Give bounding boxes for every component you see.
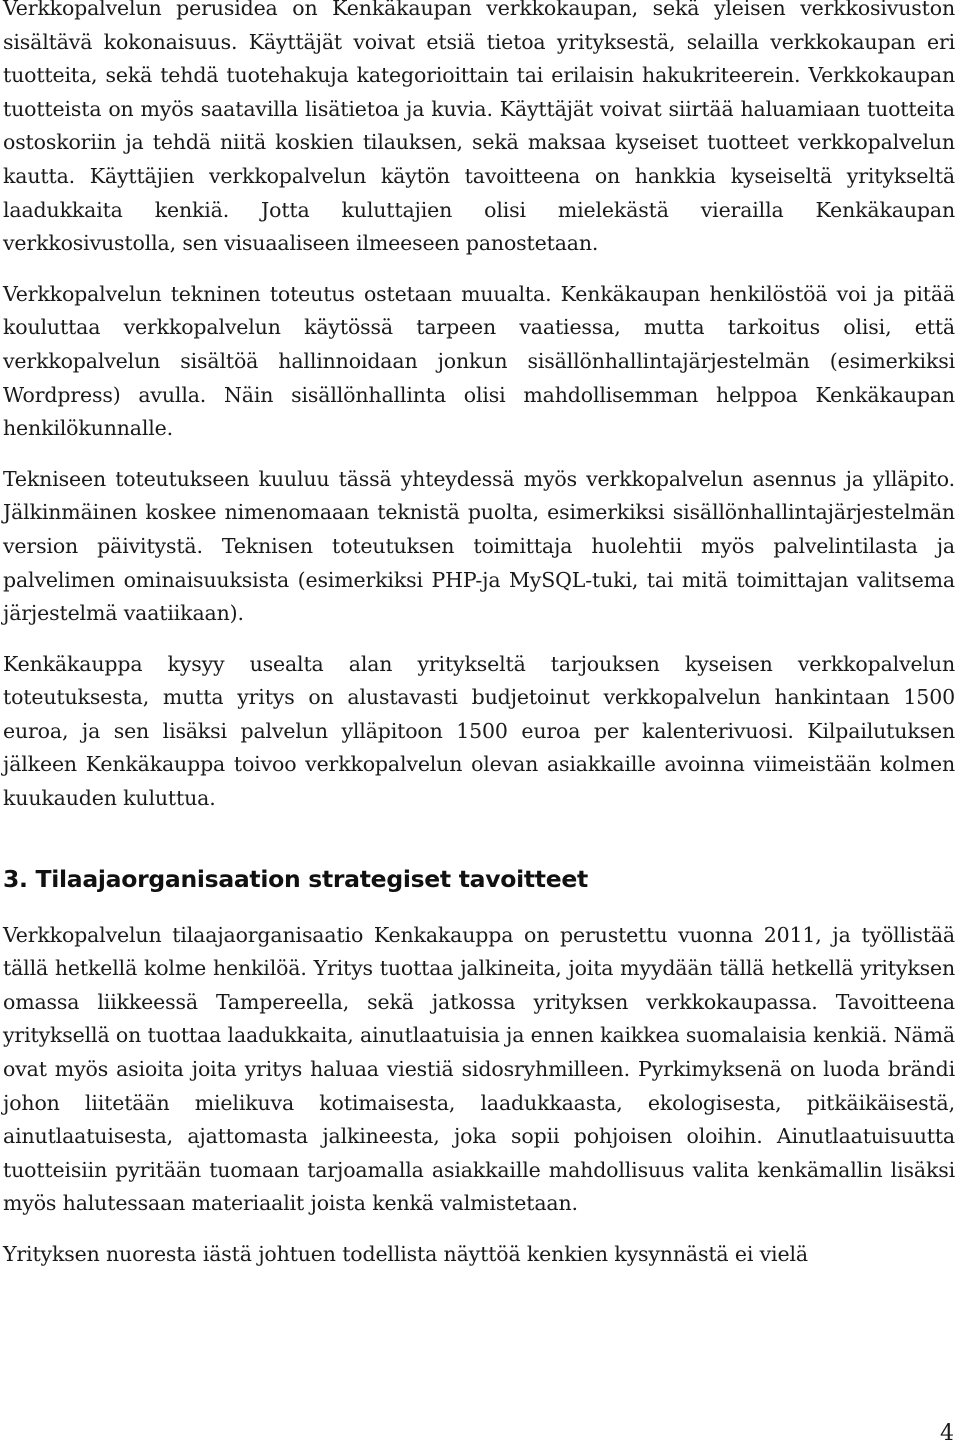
paragraph-budget: Kenkäkauppa kysyy usealta alan yritykseltä tarjouksen kyseisen verkkopalvelun toteutuksesta, mutta yritys on alustavasti budjetoinut verkkopalvelun hankintaan 1500 euroa, ja sen lisäksi palvelun ylläpitoon 1500 euroa per kalenterivuosi. Kilpailutuksen jälkeen Kenkäkauppa toivoo verkkopalvelun olevan asiakkaille avoinna viimeistään kolmen kuukauden kuluttua. [3,651,955,811]
page-number: 4 [940,1421,954,1446]
paragraph-organization: Verkkopalvelun tilaajaorganisaatio Kenkakauppa on perustettu vuonna 2011, ja työllistää tällä hetkellä kolme henkilöä. Yritys tuottaa jalkineita, joita myydään tällä hetkellä yrityksen omassa liikkeessä Tampereella, sekä jatkossa yrityksen verkkokaupassa. Tavoitteena yrityksellä on tuottaa laadukkaita, ainutlaatuisia ja ennen kaikkea suomalaisia kenkiä. Nämä ovat myös asioita joita yritys haluaa viestiä sidosryhmilleen. Pyrkimyksenä on luoda brändi johon liitetään mielikuva kotimaisesta, laadukkaasta, ekologisesta, pitkäikäisestä, ainutlaatuisesta, ajattomasta jalkineesta, joka sopii pohjoisen oloihin. Ainutlaatuisuutta tuotteisiin pyritään tuomaan tarjoamalla asiakkaille mahdollisuus valita kenkämallin lisäksi myös halutessaan materiaalit joista kenkä valmistetaan. [3,922,955,1216]
paragraph-service-idea: Verkkopalvelun perusidea on Kenkäkaupan verkkokaupan, sekä yleisen verkkosivuston sisältävä kokonaisuus. Käyttäjät voivat etsiä tietoa yrityksestä, selailla verkkokaupan eri tuotteita, sekä tehdä tuotehakuja kategorioittain tai erilaisin hakukriteerein. Verkkokaupan tuotteista on myös saatavilla lisätietoa ja kuvia. Käyttäjät voivat siirtää haluamiaan tuotteita ostoskoriin ja tehdä niitä koskien tilauksen, sekä maksaa kyseiset tuotteet verkkopalvelun kautta. Käyttäjien verkkopalvelun käytön tavoitteena on hankkia kyseiseltä yritykseltä laadukkaita kenkiä. Jotta kuluttajien olisi mielekästä vierailla Kenkäkaupan verkkosivustolla, sen visuaaliseen ilmeeseen panostetaan. [3,0,955,256]
section-heading: 3. Tilaajaorganisaation strategiset tavoitteet [3,864,588,893]
paragraph-technical-implementation: Verkkopalvelun tekninen toteutus ostetaan muualta. Kenkäkaupan henkilöstöä voi ja pitää kouluttaa verkkopalvelun käytössä tarpeen vaatiessa, mutta tarkoitus olisi, että verkkopalvelun sisältöä hallinnoidaan jonkun sisällönhallintajärjestelmän (esimerkiksi Wordpress) avulla. Näin sisällönhallinta olisi mahdollisemman helppoa Kenkäkaupan henkilökunnalle. [3,281,955,441]
paragraph-installation-maintenance: Tekniseen toteutukseen kuuluu tässä yhteydessä myös verkkopalvelun asennus ja ylläpito. Jälkinmäinen koskee nimenomaaan teknistä puolta, esimerkiksi sisällönhallintajärjestelmän version päivitystä. Teknisen toteutuksen toimittaja huolehtii myös palvelintilasta ja palvelimen ominaisuuksista (esimerkiksi PHP-ja MySQL-tuki, tai mitä toimittajan valitsema järjestelmä vaatiikaan). [3,466,955,626]
paragraph-young-company: Yrityksen nuoresta iästä johtuen todellista näyttöä kenkien kysynnästä ei vielä [3,1242,808,1266]
